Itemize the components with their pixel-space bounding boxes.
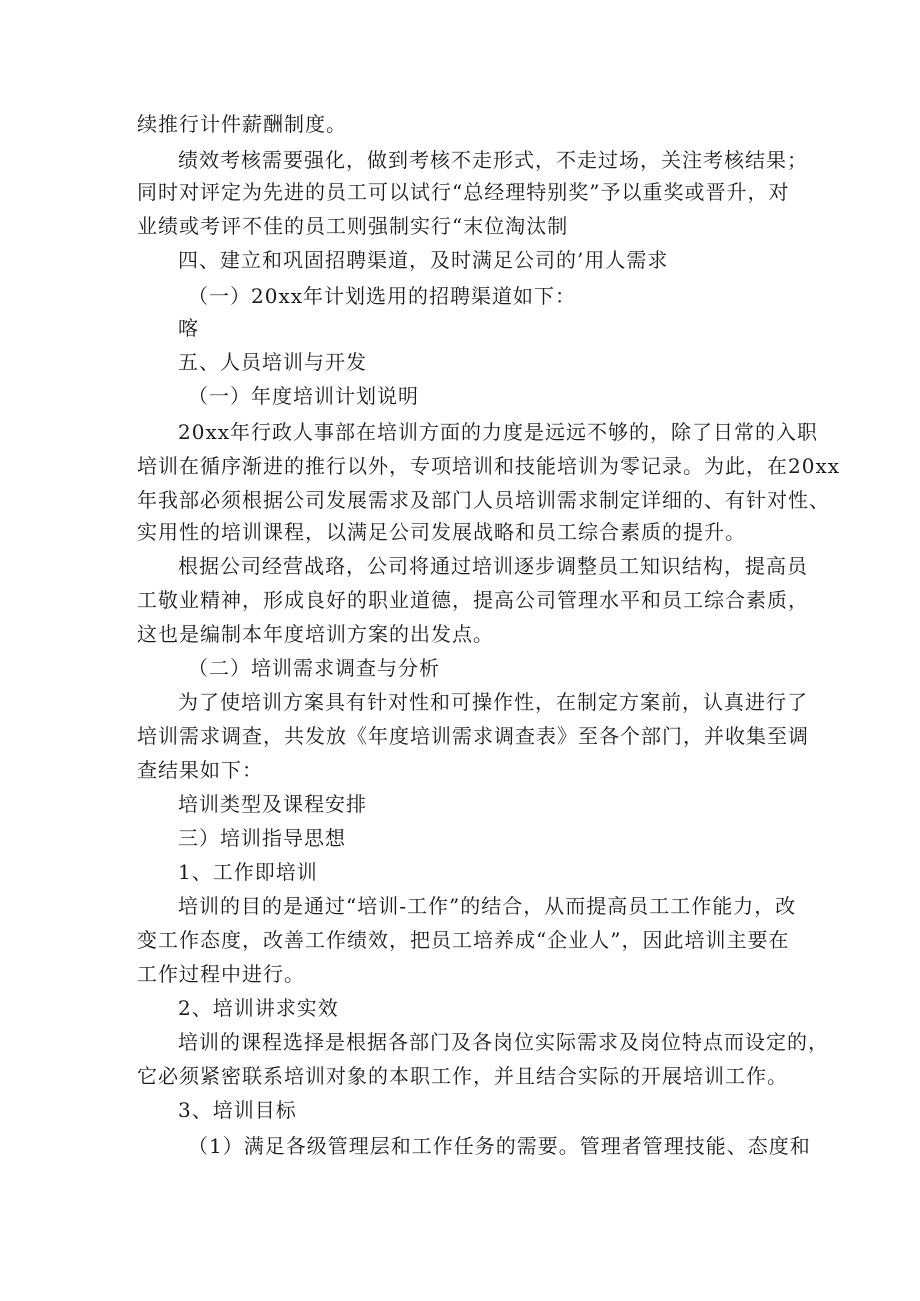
text-line: 为了使培训方案具有针对性和可操作性，在制定方案前，认真进行了 — [178, 690, 808, 714]
section-heading: 五、人员培训与开发 — [178, 350, 367, 374]
text-line: 年我部必须根据公司发展需求及部门人员培训需求制定详细的、有针对性、 — [137, 488, 830, 512]
list-heading: 1、工作即培训 — [178, 860, 318, 884]
text-line: 续推行计件薪酬制度。 — [137, 112, 347, 136]
text-line: 培训在循序渐进的推行以外，专项培训和技能培训为零记录。为此，在20xx — [137, 454, 841, 478]
text-line: 培训类型及课程安排 — [178, 792, 367, 816]
subsection-heading: （一）20xx年计划选用的招聘渠道如下： — [188, 284, 577, 308]
text-line: 实用性的培训课程，以满足公司发展战略和员工综合素质的提升。 — [137, 520, 746, 544]
text-line: 根据公司经营战珞，公司将通过培训逐步调整员工知识结构，提高员 — [178, 554, 808, 578]
subsection-heading: 三）培训指导思想 — [178, 826, 346, 850]
text-line: 变工作态度，改善工作绩效，把员工培养成“企业人”，因此培训主要在 — [137, 928, 790, 952]
text-line: 培训的目的是通过“培训-工作”的结合，从而提高员工工作能力，改 — [178, 894, 797, 918]
text-line: 20xx年行政人事部在培训方面的力度是远远不够的，除了日常的入职 — [178, 420, 819, 444]
text-line: 培训需求调查，共发放《年度培训需求调查表》至各个部门，并收集至调 — [137, 724, 809, 748]
list-heading: 3、培训目标 — [178, 1098, 297, 1122]
subsection-heading: （一）年度培训计划说明 — [188, 384, 419, 408]
text-line: 工敬业精神，形成良好的职业道德，提高公司管理水平和员工综合素质， — [137, 588, 809, 612]
section-heading: 四、建立和巩固招聘渠道，及时满足公司的’用人需求 — [178, 248, 669, 272]
text-line: 培训的课程选择是根据各部门及各岗位实际需求及岗位特点而设定的， — [178, 1030, 829, 1054]
text-line: 业绩或考评不佳的员工则强制实行“末位淘汰制 — [137, 214, 569, 238]
text-line: 工作过程中进行。 — [137, 962, 305, 986]
text-line: 它必须紧密联系培训对象的本职工作，并且结合实际的开展培训工作。 — [137, 1064, 788, 1088]
text-line: 喀 — [178, 316, 199, 340]
list-heading: 2、培训讲求实效 — [178, 996, 339, 1020]
text-line: 绩效考核需要强化，做到考核不走形式，不走过场，关注考核结果； — [178, 148, 808, 172]
text-line: 同时对评定为先进的员工可以试行“总经理特别奖”予以重奖或晋升，对 — [137, 180, 790, 204]
subsection-heading: （二）培训需求调查与分析 — [188, 656, 440, 680]
text-line: 查结果如下： — [137, 758, 263, 782]
text-line: （1）满足各级管理层和工作任务的需要。管理者管理技能、态度和 — [188, 1134, 811, 1158]
text-line: 这也是编制本年度培训方案的出发点。 — [137, 622, 494, 646]
